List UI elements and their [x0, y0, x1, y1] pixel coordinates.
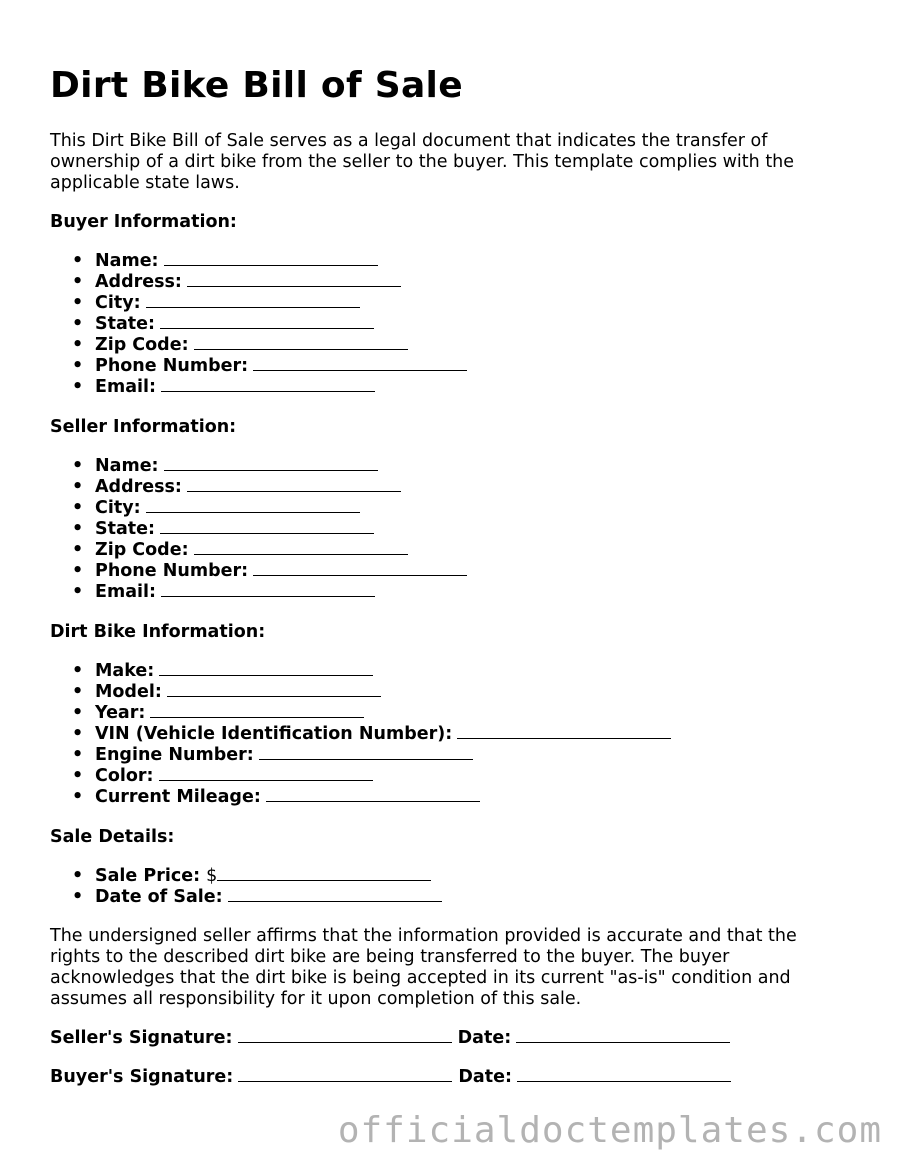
watermark: officialdoctemplates.com [337, 1110, 882, 1151]
buyer-address-blank[interactable] [187, 272, 401, 287]
seller-address-blank[interactable] [187, 477, 401, 492]
bike-vin-blank[interactable] [457, 724, 671, 739]
seller-date-label: Date: [457, 1028, 512, 1048]
buyer-signature-blank[interactable] [238, 1067, 452, 1082]
bike-year-field: • Year: [50, 703, 671, 724]
seller-phone-field: • Phone Number: [50, 561, 467, 582]
bike-model-field: • Model: [50, 682, 671, 703]
buyer-email-blank[interactable] [161, 377, 375, 392]
buyer-signature-line [50, 1067, 731, 1088]
bike-color-blank[interactable] [159, 766, 373, 781]
page-title: Dirt Bike Bill of Sale [50, 65, 463, 106]
bike-model-blank[interactable] [167, 682, 381, 697]
seller-heading: Seller Information: [50, 417, 237, 437]
bike-engine-field: • Engine Number: [50, 745, 671, 766]
buyer-date-label: Date: [458, 1067, 512, 1087]
buyer-zip-blank[interactable] [194, 335, 408, 350]
buyer-city-blank[interactable] [146, 293, 360, 308]
buyer-city-field: • City: [50, 293, 467, 314]
buyer-zip-field: • Zip Code: [50, 335, 467, 356]
seller-fields [50, 456, 467, 603]
seller-city-field: • City: [50, 498, 467, 519]
seller-signature-label: Seller's Signature: [50, 1028, 233, 1048]
bike-fields [50, 661, 671, 808]
closing-paragraph: The undersigned seller affirms that the information provided is accurate and that the rights to the described dirt bike are being transferred to the buyer. The buyer acknowledges that the dirt bike is being accepted in its current "as-is" condition and assumes all responsibility for it upon completion of this sale. [50, 926, 797, 1009]
buyer-state-field: • State: [50, 314, 467, 335]
bike-color-field: • Color: [50, 766, 671, 787]
sale-fields [50, 866, 442, 908]
seller-state-field: • State: [50, 519, 467, 540]
seller-state-blank[interactable] [160, 519, 374, 534]
seller-address-field: • Address: [50, 477, 467, 498]
bike-vin-field: • VIN (Vehicle Identification Number): [50, 724, 671, 745]
sale-heading: Sale Details: [50, 827, 175, 847]
buyer-fields [50, 251, 467, 398]
seller-email-blank[interactable] [161, 582, 375, 597]
bike-heading: Dirt Bike Information: [50, 622, 266, 642]
seller-signature-line [50, 1028, 730, 1049]
seller-email-field: • Email: [50, 582, 467, 603]
intro-paragraph: This Dirt Bike Bill of Sale serves as a legal document that indicates the transfer of ownership of a dirt bike from the seller to the buyer. This template complies with the applicable state laws. [50, 131, 795, 193]
bike-make-blank[interactable] [159, 661, 373, 676]
seller-zip-blank[interactable] [194, 540, 408, 555]
sale-price-blank[interactable] [217, 866, 431, 881]
seller-date-blank[interactable] [516, 1028, 730, 1043]
buyer-email-field: • Email: [50, 377, 467, 398]
buyer-name-field: • Name: [50, 251, 467, 272]
currency-symbol: $ [206, 866, 218, 886]
bike-engine-blank[interactable] [259, 745, 473, 760]
seller-signature-blank[interactable] [238, 1028, 452, 1043]
bike-mileage-blank[interactable] [266, 787, 480, 802]
buyer-heading: Buyer Information: [50, 212, 237, 232]
buyer-name-blank[interactable] [164, 251, 378, 266]
buyer-state-blank[interactable] [160, 314, 374, 329]
sale-date-field: • Date of Sale: [50, 887, 442, 908]
buyer-signature-label: Buyer's Signature: [50, 1067, 234, 1087]
sale-price-field: • Sale Price: $ [50, 866, 442, 887]
buyer-address-field: • Address: [50, 272, 467, 293]
buyer-phone-blank[interactable] [253, 356, 467, 371]
buyer-phone-field: • Phone Number: [50, 356, 467, 377]
seller-name-blank[interactable] [164, 456, 378, 471]
seller-phone-blank[interactable] [253, 561, 467, 576]
seller-zip-field: • Zip Code: [50, 540, 467, 561]
seller-city-blank[interactable] [146, 498, 360, 513]
sale-date-blank[interactable] [228, 887, 442, 902]
bike-year-blank[interactable] [150, 703, 364, 718]
buyer-date-blank[interactable] [517, 1067, 731, 1082]
bike-mileage-field: • Current Mileage: [50, 787, 671, 808]
bike-make-field: • Make: [50, 661, 671, 682]
seller-name-field: • Name: [50, 456, 467, 477]
